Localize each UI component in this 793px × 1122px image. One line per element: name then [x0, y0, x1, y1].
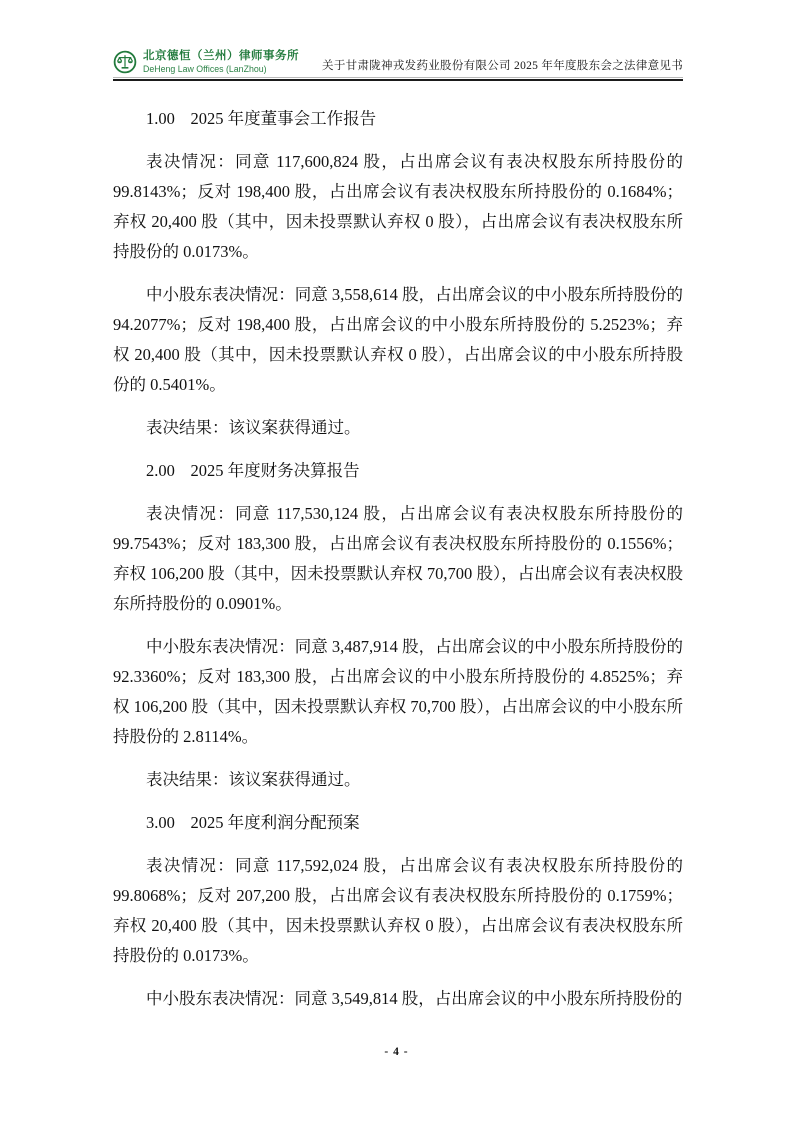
section-paragraph: 中小股东表决情况：同意 3,549,814 股，占出席会议的中小股东所持股份的 [146, 989, 683, 1008]
section-paragraph: 中小股东表决情况：同意 3,558,614 股，占出席会议的中小股东所持股份的 94.2077%；反对 198,400 股，占出席会议的中小股东所持股份的 5.2523%；弃权 20,400 股（其中，因未投票默认弃权 0 股），占出席会议的中小股东所持股份的 0.5401%。 [113, 285, 683, 394]
section-paragraph: 表决情况：同意 117,530,124 股，占出席会议有表决权股东所持股份的 99.7543%；反对 183,300 股，占出席会议有表决权股东所持股份的 0.1556%；弃权 106,200 股（其中，因未投票默认弃权 70,700 股），占出席会议有表决权股东所持股份的 0.0901%。 [113, 504, 683, 613]
section-number: 3.00 [146, 813, 175, 832]
firm-name-block [143, 50, 299, 73]
section-number: 2.00 [146, 461, 175, 480]
scales-of-justice-icon [113, 50, 137, 74]
firm-logo [113, 50, 299, 74]
page-footer [0, 1046, 793, 1058]
document-title: 关于甘肃陇神戎发药业股份有限公司 2025 年年度股东会之法律意见书 [322, 60, 683, 72]
section-title: 2025 年度财务决算报告 [190, 461, 360, 480]
section-title: 2025 年度利润分配预案 [190, 813, 360, 832]
section-title: 2025 年度董事会工作报告 [190, 109, 377, 128]
section-paragraph: 表决情况：同意 117,600,824 股，占出席会议有表决权股东所持股份的 99.8143%；反对 198,400 股，占出席会议有表决权股东所持股份的 0.1684%；弃权 20,400 股（其中，因未投票默认弃权 0 股），占出席会议有表决权股东所持股份的 0.0173%。 [113, 152, 683, 261]
page-header [113, 0, 683, 74]
section-heading [113, 456, 683, 486]
page-number: - 4 - [384, 1046, 409, 1058]
firm-name-en: DeHeng Law Offices (LanZhou) [143, 63, 267, 74]
firm-name-cn: 北京德恒（兰州）律师事务所 [143, 50, 299, 63]
section-paragraph: 表决结果：该议案获得通过。 [146, 418, 361, 437]
section-heading [113, 104, 683, 134]
section-heading [113, 808, 683, 838]
section-paragraph: 表决结果：该议案获得通过。 [146, 770, 361, 789]
section-paragraph: 中小股东表决情况：同意 3,487,914 股，占出席会议的中小股东所持股份的 92.3360%；反对 183,300 股，占出席会议的中小股东所持股份的 4.8525%；弃权 106,200 股（其中，因未投票默认弃权 70,700 股），占出席会议的中小股东所持股份的 2.8114%。 [113, 637, 683, 746]
section-paragraph: 表决情况：同意 117,592,024 股，占出席会议有表决权股东所持股份的 99.8068%；反对 207,200 股，占出席会议有表决权股东所持股份的 0.1759%；弃权 20,400 股（其中，因未投票默认弃权 0 股），占出席会议有表决权股东所持股份的 0.0173%。 [113, 856, 683, 965]
document-body [113, 81, 683, 1014]
section-number: 1.00 [146, 109, 175, 128]
